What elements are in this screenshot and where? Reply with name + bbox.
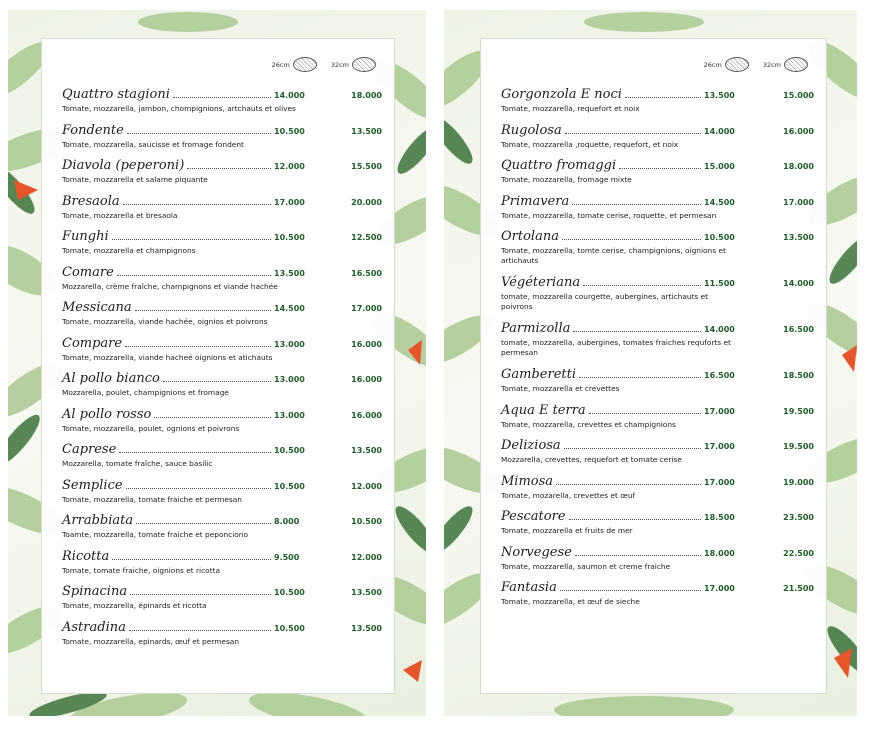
price-32cm: 18.000: [351, 91, 382, 100]
menu-item-row: [62, 158, 386, 175]
menu-item: [501, 545, 818, 581]
leader-dots: [569, 509, 701, 520]
leader-dots: [625, 87, 701, 98]
menu-item-row: [501, 229, 818, 246]
size-header: [258, 57, 376, 72]
pizza-name: Rugolosa: [501, 122, 562, 138]
menu-item: [501, 87, 818, 123]
pizza-description: Tomate, mozzarella, tomate cerise, roquette, et permesan: [501, 210, 717, 220]
menu-item: [62, 158, 386, 194]
price-26cm: 17.000: [704, 584, 735, 593]
price-32cm: 12.500: [351, 233, 382, 242]
leader-dots: [154, 407, 271, 418]
price-32cm: 16.000: [783, 126, 814, 136]
pizza-name: Aqua E terra: [501, 402, 586, 418]
pizza-description: Tomate, mozzarella, saucisse et fromage fondent: [62, 139, 244, 149]
pizza-description: Tomate, mozzarella et champignons: [62, 246, 196, 255]
price-26cm: 16.500: [704, 371, 735, 380]
price-32cm: 13.500: [783, 233, 814, 242]
menu-item-row: [62, 87, 386, 104]
menu-item-row: [501, 321, 818, 338]
price-32cm: 13.500: [351, 623, 382, 633]
menu-list-left: [62, 87, 386, 655]
menu-item: [501, 123, 818, 159]
menu-item-row: [62, 265, 386, 282]
menu-item-row: [501, 545, 818, 562]
pizza-name: Pescatore: [501, 509, 566, 524]
pizza-description: Mozzarella, crevettes, requefort et tomate cerise: [501, 455, 682, 464]
pizza-description: Tomate, mozzarella, viande hacheé oignions et atichauts: [62, 352, 273, 362]
size-header: [690, 57, 808, 72]
pizza-description: Mozzarella, crème fraîche, champignons et viande hachée: [62, 281, 278, 291]
price-26cm: 10.500: [274, 588, 305, 597]
menu-item-row: [62, 229, 386, 246]
pizza-name: Comare: [62, 264, 114, 280]
pizza-icon: [725, 57, 749, 72]
price-26cm: 17.000: [704, 442, 735, 451]
pizza-name: Fondente: [62, 122, 124, 138]
price-32cm: 16.000: [351, 410, 382, 420]
pizza-name: Parmizolla: [501, 321, 571, 336]
menu-item-row: [501, 87, 818, 104]
leader-dots: [575, 545, 701, 556]
pizza-description: Tomate, mozzarella et crevettes: [501, 384, 620, 393]
menu-card-right: [480, 38, 827, 694]
price-26cm: 9.500: [274, 552, 300, 562]
pizza-description: Tomate, mozzarella, requefort et noix: [501, 104, 640, 113]
price-32cm: 12.000: [351, 481, 382, 491]
leader-dots: [126, 478, 271, 489]
pizza-description: Tomate, mozzarella, jambon, chompignions, artchauts et olives: [62, 104, 296, 113]
leader-dots: [619, 158, 701, 169]
price-26cm: 10.500: [274, 126, 305, 136]
price-26cm: 17.000: [274, 197, 305, 207]
price-32cm: 16.500: [351, 268, 382, 278]
size-26: [272, 57, 317, 72]
pizza-name: Mimosa: [501, 473, 554, 489]
price-26cm: 14.500: [704, 197, 735, 207]
leader-dots: [127, 123, 271, 134]
menu-item-row: [62, 194, 386, 211]
price-32cm: 16.000: [351, 375, 382, 384]
pizza-description: Tomate, mozzarella, epinards, œuf et permesan: [62, 636, 240, 646]
price-32cm: 17.000: [783, 197, 814, 207]
pizza-description: tomate, mozzarella, aubergines, tomates fraiches requforts et permesan: [501, 338, 731, 357]
pizza-description: Tomate, mozzarella et salame piquante: [62, 175, 208, 184]
menu-item: [62, 300, 386, 336]
leader-dots: [579, 367, 701, 378]
size-32: [331, 57, 376, 72]
menu-item-row: [62, 300, 386, 317]
price-32cm: 20.000: [351, 197, 382, 207]
menu-item-row: [501, 438, 818, 455]
leader-dots: [112, 229, 271, 240]
menu-item-row: [62, 371, 386, 388]
leader-dots: [573, 321, 701, 332]
menu-item-row: [501, 158, 818, 175]
leader-dots: [560, 580, 701, 591]
menu-item: [501, 509, 818, 545]
price-32cm: 12.000: [351, 552, 382, 562]
menu-item-row: [501, 580, 818, 597]
price-26cm: 14.000: [704, 325, 735, 334]
size-label-small: 26cm: [271, 60, 290, 69]
pizza-icon: [352, 57, 376, 72]
pizza-name: Quattro fromaggi: [501, 158, 617, 173]
pizza-name: Caprese: [62, 442, 117, 457]
price-32cm: 19.500: [783, 442, 814, 451]
price-26cm: 10.500: [274, 623, 305, 633]
leader-dots: [130, 584, 271, 595]
pizza-name: Astradina: [62, 619, 126, 635]
price-32cm: 16.000: [351, 339, 382, 349]
menu-page-left: [8, 10, 426, 716]
pizza-name: Fantasia: [501, 580, 557, 595]
pizza-description: Tomate, mozzarella, poulet, ognions et poivrons: [62, 423, 240, 433]
pizza-description: Mozzarella, poulet, champignions et fromage: [62, 388, 229, 397]
price-26cm: 10.500: [274, 446, 305, 455]
price-26cm: 14.500: [274, 304, 305, 313]
size-label-large: 32cm: [762, 60, 781, 69]
menu-item: [62, 620, 386, 656]
price-32cm: 14.000: [783, 279, 814, 288]
pizza-name: Bresaola: [62, 193, 120, 209]
menu-item: [62, 336, 386, 372]
leader-dots: [123, 194, 271, 205]
pizza-name: Messicana: [62, 300, 132, 315]
menu-item: [501, 438, 818, 474]
menu-item-row: [501, 275, 818, 292]
price-26cm: 12.000: [274, 162, 305, 171]
price-32cm: 15.500: [351, 162, 382, 171]
pizza-icon: [293, 57, 317, 72]
price-26cm: 17.000: [704, 406, 735, 416]
pizza-description: Tomate, mozzarella, tomate fraiche et permesan: [62, 494, 242, 504]
price-32cm: 19.000: [783, 477, 814, 487]
leader-dots: [112, 549, 271, 560]
price-26cm: 13.500: [274, 268, 305, 278]
pizza-name: Al pollo bianco: [62, 371, 160, 386]
pizza-description: Tomate, mozzarella, et œuf de sieche: [501, 597, 640, 606]
leader-dots: [125, 336, 271, 347]
price-26cm: 10.500: [274, 481, 305, 491]
pizza-description: Tomate, mozzarella, épinards et ricotta: [62, 601, 207, 610]
menu-item-row: [501, 123, 818, 140]
leader-dots: [173, 87, 271, 98]
price-32cm: 16.500: [783, 325, 814, 334]
menu-page-right: [444, 10, 857, 716]
pizza-name: Funghi: [62, 229, 109, 244]
menu-item: [501, 367, 818, 403]
menu-item: [501, 229, 818, 275]
leader-dots: [572, 194, 701, 205]
pizza-description: Tomate, mozzarella, tomte cerise, champignions, oignions et artichauts: [501, 246, 726, 265]
menu-item-row: [62, 336, 386, 353]
menu-item: [62, 87, 386, 123]
size-26: [704, 57, 749, 72]
price-26cm: 10.500: [274, 233, 305, 242]
pizza-description: Tomate, tomate fraiche, oignions et ricotta: [62, 565, 221, 575]
menu-item: [62, 407, 386, 443]
price-32cm: 18.500: [783, 371, 814, 380]
menu-item: [501, 403, 818, 439]
menu-card-left: [41, 38, 395, 694]
menu-item-row: [501, 367, 818, 384]
menu-item: [62, 478, 386, 514]
pizza-name: Végéteriana: [501, 275, 581, 290]
pizza-name: Primavera: [501, 193, 570, 209]
price-26cm: 13.000: [274, 410, 305, 420]
pizza-description: tomate, mozzarella courgette, aubergines, artichauts et poivrons: [501, 292, 709, 311]
leader-dots: [564, 438, 701, 449]
price-26cm: 13.500: [704, 91, 735, 100]
menu-item: [501, 194, 818, 230]
price-26cm: 18.000: [704, 548, 735, 558]
menu-item-row: [501, 194, 818, 211]
pizza-description: Tomate, mozzarella ,roquette, requefort, et noix: [501, 139, 679, 149]
price-32cm: 13.500: [351, 126, 382, 136]
pizza-description: Tomate, mozzarella et bresaola: [62, 210, 178, 220]
menu-item-row: [62, 620, 386, 637]
menu-item-row: [501, 474, 818, 491]
price-26cm: 18.500: [704, 513, 735, 522]
pizza-description: Tomate, mozzarella, fromage mixte: [501, 175, 632, 184]
pizza-name: Deliziosa: [501, 438, 561, 453]
leader-dots: [187, 158, 271, 169]
price-26cm: 14.000: [274, 91, 305, 100]
leader-dots: [583, 275, 701, 286]
menu-item: [62, 442, 386, 478]
leader-dots: [589, 403, 701, 414]
menu-item: [62, 123, 386, 159]
pizza-description: Tomate, mozzarella, viande hachée, oignios et poivrons: [62, 317, 268, 326]
leader-dots: [129, 620, 271, 631]
menu-item: [62, 549, 386, 585]
menu-item-row: [62, 584, 386, 601]
leader-dots: [135, 300, 271, 311]
menu-item: [501, 474, 818, 510]
menu-item-row: [62, 549, 386, 566]
pizza-name: Arrabbiata: [62, 513, 134, 528]
price-26cm: 11.500: [704, 279, 735, 288]
menu-item: [62, 194, 386, 230]
leader-dots: [117, 265, 271, 276]
menu-item-row: [62, 123, 386, 140]
price-26cm: 8.000: [274, 517, 300, 526]
pizza-description: Tomate, mozzarella, saumon et creme fraiche: [501, 561, 671, 571]
price-26cm: 13.000: [274, 375, 305, 384]
menu-item: [62, 584, 386, 620]
pizza-icon: [784, 57, 808, 72]
size-label-large: 32cm: [330, 60, 349, 69]
menu-item: [62, 265, 386, 301]
menu-list-right: [501, 87, 818, 616]
menu-item-row: [501, 509, 818, 526]
leader-dots: [556, 474, 701, 485]
menu-item: [501, 275, 818, 321]
pizza-name: Semplice: [62, 477, 123, 493]
menu-item-row: [62, 407, 386, 424]
pizza-description: Tomate, mozarella, crevettes et œuf: [501, 490, 636, 500]
price-26cm: 14.000: [704, 126, 735, 136]
price-32cm: 15.000: [783, 91, 814, 100]
price-32cm: 13.500: [351, 446, 382, 455]
menu-item-row: [62, 513, 386, 530]
size-32: [763, 57, 808, 72]
price-26cm: 15.000: [704, 162, 735, 171]
leader-dots: [136, 513, 271, 524]
price-32cm: 19.500: [783, 406, 814, 416]
menu-item-row: [62, 442, 386, 459]
pizza-description: Tomate, mozzarella, crevettes et champignions: [501, 419, 676, 429]
menu-item-row: [501, 403, 818, 420]
pizza-description: Toamte, mozzarella, tomate fraiche et peponciono: [62, 530, 248, 539]
pizza-name: Al pollo rosso: [62, 406, 152, 422]
menu-item: [501, 580, 818, 616]
price-32cm: 21.500: [783, 584, 814, 593]
pizza-name: Diavola (peperoni): [62, 158, 185, 173]
leader-dots: [119, 442, 271, 453]
pizza-name: Gamberetti: [501, 367, 576, 382]
menu-item: [501, 321, 818, 367]
price-32cm: 23.500: [783, 513, 814, 522]
leader-dots: [562, 229, 701, 240]
pizza-description: Tomate, mozzarella et fruits de mer: [501, 526, 633, 535]
price-32cm: 10.500: [351, 517, 382, 526]
pizza-name: Quattro stagioni: [62, 87, 170, 102]
pizza-name: Compare: [62, 335, 123, 351]
price-32cm: 22.500: [783, 548, 814, 558]
price-32cm: 13.500: [351, 588, 382, 597]
menu-item: [501, 158, 818, 194]
menu-item: [62, 229, 386, 265]
pizza-name: Gorgonzola E noci: [501, 87, 622, 102]
pizza-name: Ricotta: [62, 548, 110, 564]
pizza-name: Norvegese: [501, 544, 572, 560]
price-32cm: 17.000: [351, 304, 382, 313]
menu-item: [62, 513, 386, 549]
pizza-name: Spinacina: [62, 584, 128, 599]
price-26cm: 13.000: [274, 339, 305, 349]
size-label-small: 26cm: [703, 60, 722, 69]
menu-item-row: [62, 478, 386, 495]
price-32cm: 18.000: [783, 162, 814, 171]
menu-item: [62, 371, 386, 407]
leader-dots: [565, 123, 701, 134]
pizza-description: Mozzarella, tomate fraîche, sauce basilic: [62, 459, 213, 468]
price-26cm: 17.000: [704, 477, 735, 487]
pizza-name: Ortolana: [501, 229, 559, 244]
price-26cm: 10.500: [704, 233, 735, 242]
leader-dots: [163, 371, 271, 382]
